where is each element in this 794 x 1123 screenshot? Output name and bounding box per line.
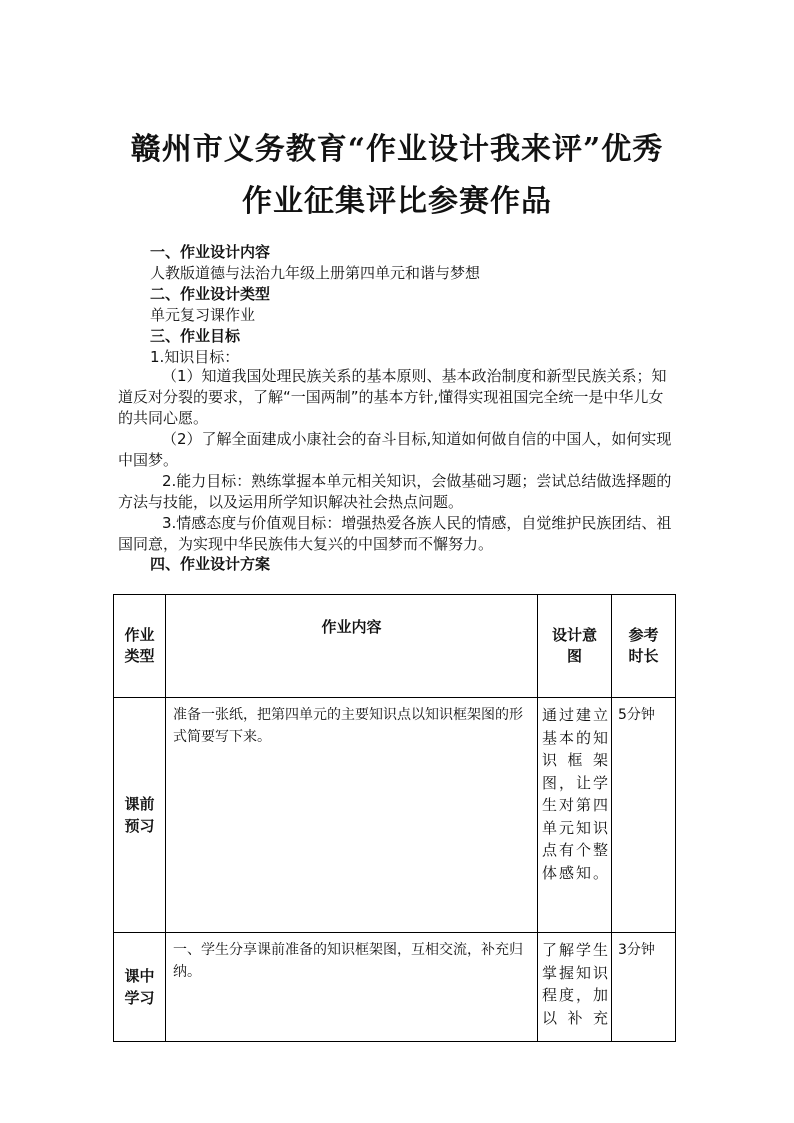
row-duration: 5分钟 <box>612 698 676 933</box>
goal-paragraphs <box>118 366 678 555</box>
section-2-text: 单元复习课作业 <box>150 306 256 324</box>
homework-plan-table <box>113 594 676 1042</box>
row-intent: 通过建立基本的知识框架图，让学生对第四单元知识点有个整体感知。 <box>538 698 612 933</box>
row-duration: 3分钟 <box>612 933 676 1042</box>
knowledge-goal-2: （2）了解全面建成小康社会的奋斗目标,知道如何做自信的中国人，如何实现中国梦。 <box>118 430 672 469</box>
document-title-line-2: 作业征集评比参赛作品 <box>242 184 552 219</box>
section-1-heading: 一、作业设计内容 <box>150 243 271 261</box>
table-row <box>114 933 676 1042</box>
table-header-row <box>114 595 676 698</box>
knowledge-goal-1: （1）知道我国处理民族关系的基本原则、基本政治制度和新型民族关系；知道反对分裂的要求，了解“一国两制”的基本方针,懂得实现祖国完全统一是中华儿女的共同心愿。 <box>118 367 667 427</box>
row-intent: 了解学生掌握知识程度，加以补充 <box>538 933 612 1042</box>
table-row <box>114 698 676 933</box>
section-1-text: 人教版道德与法治九年级上册第四单元和谐与梦想 <box>150 264 481 282</box>
header-type: 作业类型 <box>114 595 166 698</box>
knowledge-goal-label: 1.知识目标： <box>150 348 240 366</box>
section-3-heading: 三、作业目标 <box>150 327 241 345</box>
header-intent: 设计意图 <box>538 595 612 698</box>
header-duration: 参考时长 <box>612 595 676 698</box>
section-2-heading: 二、作业设计类型 <box>150 285 271 303</box>
document-title-line-1: 赣州市义务教育“作业设计我来评”优秀 <box>130 132 664 167</box>
row-type: 课中学习 <box>114 933 166 1042</box>
ability-goal: 2.能力目标：熟练掌握本单元相关知识，会做基础习题；尝试总结做选择题的方法与技能，以及运用所学知识解决社会热点问题。 <box>118 472 672 511</box>
emotion-goal: 3.情感态度与价值观目标：增强热爱各族人民的情感，自觉维护民族团结、祖国同意，为实现中华民族伟大复兴的中国梦而不懈努力。 <box>118 514 672 553</box>
row-content: 一、学生分享课前准备的知识框架图，互相交流，补充归纳。 <box>166 933 538 1042</box>
header-content: 作业内容 <box>166 595 538 698</box>
row-content: 准备一张纸，把第四单元的主要知识点以知识框架图的形式简要写下来。 <box>166 698 538 933</box>
section-4-heading: 四、作业设计方案 <box>150 555 271 573</box>
row-type: 课前预习 <box>114 698 166 933</box>
